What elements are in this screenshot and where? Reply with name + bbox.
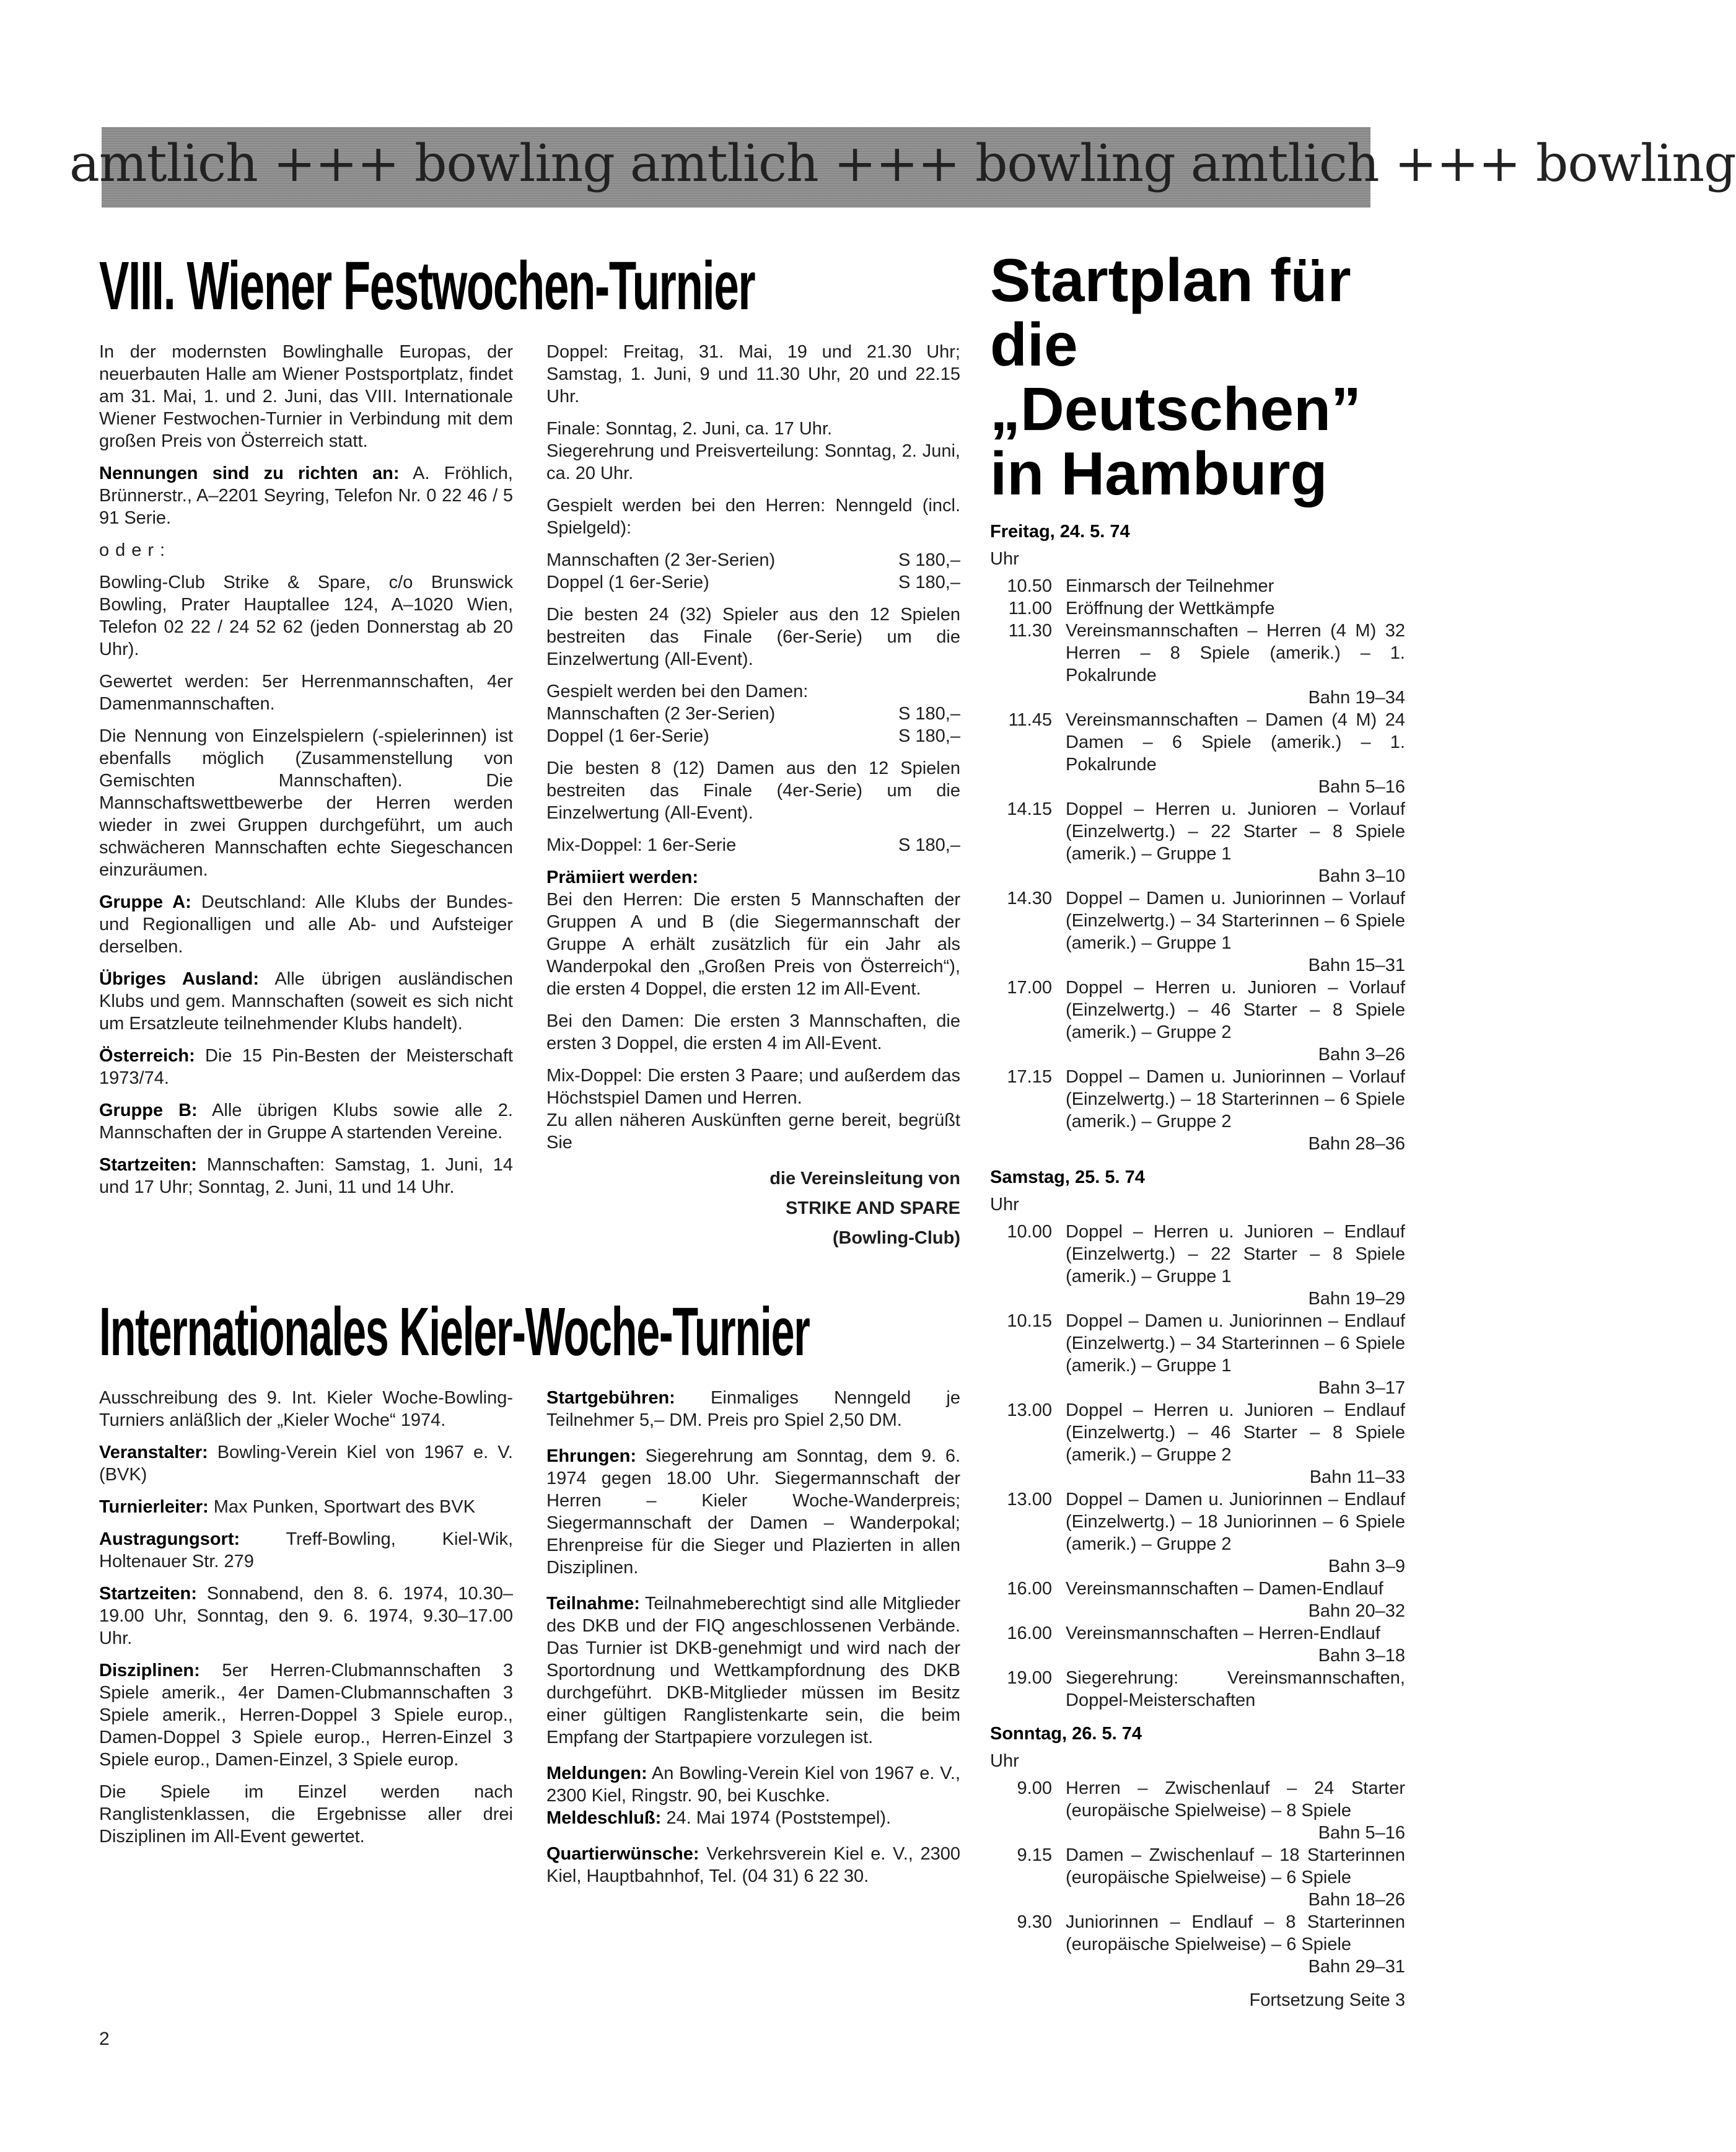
entry-time: 16.00 (1007, 1623, 1052, 1643)
kieler-einzel: Die Spiele im Einzel werden nach Ranglistenklassen, die Ergebnisse aller drei Disziplinen im All-Event gewertet. (99, 1782, 513, 1847)
gebuehren-label: Startgebühren: (546, 1388, 675, 1408)
wiener-startzeiten (99, 1154, 513, 1198)
schedule-entry (990, 1578, 1405, 1622)
wiener-column-2 (546, 341, 960, 1257)
ausland-label: Übriges Ausland: (99, 969, 259, 989)
entry-lanes: Bahn 3–18 (1318, 1646, 1405, 1666)
entry-time: 13.00 (1007, 1400, 1052, 1420)
schedule-entry (990, 1399, 1405, 1488)
entry-time: 17.15 (1007, 1067, 1052, 1087)
entry-description-wrap (1066, 1399, 1405, 1488)
fee-price: S 180,– (898, 573, 960, 592)
entry-lanes: Bahn 5–16 (1318, 1823, 1405, 1843)
schedule-entry (990, 798, 1405, 887)
entry-description: Doppel – Damen u. Juniorinnen – Endlauf (Einzelwertg.) – 34 Starterinnen – 6 Spiele (amerik.) – Gruppe 1 (1066, 1311, 1405, 1376)
entry-time: 16.00 (1007, 1579, 1052, 1599)
entry-description: Siegerehrung: Vereinsmannschaften, Doppel-Meisterschaften (1066, 1668, 1405, 1710)
kieler-quartier (546, 1843, 960, 1887)
entry-description: Juniorinnen – Endlauf – 8 Starterinnen (europäische Spielweise) – 6 Spiele (1066, 1912, 1405, 1954)
uhr-label: Uhr (990, 1751, 1019, 1771)
gruppe-b-label: Gruppe B: (99, 1100, 198, 1120)
kieler-meldeschluss (546, 1807, 960, 1829)
entry-description: Doppel – Herren u. Junioren – Endlauf (Einzelwertg.) – 46 Starter – 8 Spiele (amerik.) – Gruppe 2 (1066, 1400, 1405, 1465)
wiener-headline: VIII. Wiener Festwochen-Turnier (99, 248, 755, 324)
headline-line: in Hamburg (990, 439, 1328, 507)
mix-fee (546, 834, 960, 856)
fee-label: Mannschaften (2 3er-Serien) (546, 704, 776, 724)
kieler-intro: Ausschreibung des 9. Int. Kieler Woche-Bowling-Turniers anläßlich der „Kieler Woche“ 1974. (99, 1388, 513, 1430)
headline-line: „Deutschen” (990, 375, 1362, 443)
fee-label: Mix-Doppel: 1 6er-Serie (546, 835, 737, 855)
schedule-entry (990, 1667, 1405, 1711)
nennungen-text: A. Fröhlich, Brünnerstr., A–2201 Seyring, Telefon Nr. 0 22 46 / 5 91 Serie. (99, 463, 513, 528)
right-area (990, 248, 1411, 2011)
ausland-text: Alle übrigen ausländischen Klubs und gem. Mannschaften (soweit es sich nicht um Ersatzleute teilnehmender Klubs handelt). (99, 969, 513, 1034)
headline-line: Startplan für (990, 246, 1351, 314)
entry-description: Doppel – Damen u. Juniorinnen – Vorlauf (Einzelwertg.) – 34 Starterinnen – 6 Spiele (amerik.) – Gruppe 1 (1066, 889, 1405, 953)
entry-description: Damen – Zwischenlauf – 18 Starterinnen (europäische Spielweise) – 6 Spiele (1066, 1845, 1405, 1887)
entry-lanes: Bahn 11–33 (1309, 1467, 1405, 1487)
schedule-entry (990, 1488, 1405, 1578)
meldungen-text: An Bowling-Verein Kiel von 1967 e. V., 2300 Kiel, Ringstr. 90, bei Kuschke. (546, 1763, 960, 1806)
startzeiten-label: Startzeiten: (99, 1584, 197, 1604)
entry-time: 17.00 (1007, 978, 1052, 998)
entry-description: Doppel – Herren u. Junioren – Vorlauf (Einzelwertg.) – 46 Starter – 8 Spiele (amerik.) – Gruppe 2 (1066, 978, 1405, 1042)
kieler-meldungen (546, 1762, 960, 1807)
entry-description-wrap (1066, 1844, 1405, 1911)
entry-description-wrap (1066, 798, 1405, 887)
wiener-oder: oder: (99, 540, 172, 560)
schedule-entry (990, 709, 1405, 798)
entry-description-wrap (1066, 1667, 1405, 1711)
entry-time: 11.00 (1008, 599, 1052, 618)
entry-time: 9.00 (1017, 1778, 1052, 1798)
entry-lanes: Bahn 5–16 (1318, 777, 1405, 797)
gruppe-a-label: Gruppe A: (99, 892, 191, 912)
veranstalter-label: Veranstalter: (99, 1443, 208, 1462)
entry-description: Vereinsmannschaften – Herren-Endlauf (1066, 1623, 1380, 1643)
schedule-entry (990, 887, 1405, 977)
praemiert-heading (546, 866, 960, 889)
fee-price: S 180,– (898, 550, 960, 570)
day-title: Sonntag, 26. 5. 74 (990, 1724, 1142, 1744)
schedule-entry (990, 1622, 1405, 1667)
schedule-entry (990, 620, 1405, 709)
gruppe-a-text: Deutschland: Alle Klubs der Bundes- und Regionalligen und alle Ab- und Aufsteiger derselben. (99, 892, 513, 957)
entry-description: Doppel – Herren u. Junioren – Endlauf (Einzelwertg.) – 22 Starter – 8 Spiele (amerik.) – Gruppe 1 (1066, 1222, 1405, 1286)
entry-description-wrap (1066, 709, 1405, 798)
banner-text: amtlich +++ bowling amtlich +++ bowling amtlich +++ bowling (69, 134, 1736, 193)
teilnahme-text: Teilnahmeberechtigt sind alle Mitglieder des DKB und der FIQ angeschlossenen Verbände. Das Turnier ist DKB-genehmigt und wird nach der Sportordnung und Wettkampfordnung des DKB durchgeführt. DKB-Mitglieder müssen im Besitz einer gültigen Ranglistenkarte sein, die beim Empfang der Startpapiere vorzulegen ist. (546, 1594, 960, 1747)
entry-description-wrap (1066, 575, 1405, 597)
headline-line: die (990, 310, 1078, 379)
wiener-column-1 (99, 341, 513, 1208)
ort-text: Treff-Bowling, Kiel-Wik, Holtenauer Str. 279 (99, 1529, 513, 1571)
entry-lanes: Bahn 18–26 (1308, 1890, 1405, 1910)
meldeschluss-text: 24. Mai 1974 (Poststempel). (661, 1808, 892, 1828)
wiener-ausland (99, 968, 513, 1035)
fee-label: Doppel (1 6er-Serie) (546, 573, 709, 592)
kieler-ehrungen (546, 1445, 960, 1579)
schedule-entry (990, 1066, 1405, 1155)
kieler-veranstalter (99, 1441, 513, 1486)
entry-description-wrap (1066, 887, 1405, 977)
wiener-gruppe-a (99, 891, 513, 958)
fee-row (546, 549, 960, 571)
entry-description-wrap (1066, 1310, 1405, 1399)
veranstalter-text: Bowling-Verein Kiel von 1967 e. V. (BVK) (99, 1443, 513, 1485)
nennungen-label: Nennungen sind zu richten an: (99, 463, 400, 483)
entry-description: Doppel – Damen u. Juniorinnen – Endlauf (Einzelwertg.) – 18 Juniorinnen – 6 Spiele (amerik.) – Gruppe 2 (1066, 1490, 1405, 1554)
schedule-entry (990, 575, 1405, 597)
page-number: 2 (99, 2029, 110, 2049)
signature-line-3: (Bowling-Club) (832, 1228, 960, 1248)
schedule-entry (990, 597, 1405, 620)
schedule-entry (990, 1221, 1405, 1310)
turnierleiter-text: Max Punken, Sportwart des BVK (208, 1497, 476, 1517)
uhr-label: Uhr (990, 549, 1019, 569)
wiener-section (99, 248, 960, 1257)
startzeiten-text: Mannschaften: Samstag, 1. Juni, 14 und 17 Uhr; Sonntag, 2. Juni, 11 und 14 Uhr. (99, 1155, 513, 1197)
disziplinen-text: 5er Herren-Clubmannschaften 3 Spiele amerik., 4er Damen-Clubmannschaften 3 Spiele amerik., Herren-Doppel 3 Spiele europ., Damen-Doppel 3 Spiele europ., Herren-Einzel 3 Spiele europ., Damen-Einzel, 3 Spiele europ. (99, 1661, 513, 1770)
fee-price: S 180,– (898, 726, 960, 746)
wiener-herren-finale: Die besten 24 (32) Spieler aus den 12 Spielen bestreiten das Finale (6er-Serie) um die Einzelwertung (All-Event). (546, 605, 960, 669)
day-title: Samstag, 25. 5. 74 (990, 1167, 1145, 1187)
oesterreich-label: Österreich: (99, 1046, 195, 1066)
kieler-columns (99, 1387, 960, 1897)
entry-lanes: Bahn 19–34 (1308, 688, 1405, 708)
header-banner (69, 127, 1736, 208)
entry-description-wrap (1066, 1488, 1405, 1578)
wiener-nennungen (99, 462, 513, 529)
fee-row (546, 703, 960, 725)
disziplinen-label: Disziplinen: (99, 1661, 200, 1680)
kieler-headline-wrap (99, 1294, 960, 1373)
entry-time: 11.45 (1008, 710, 1052, 730)
entry-description-wrap (1066, 1578, 1405, 1622)
quartier-text: Verkehrsverein Kiel e. V., 2300 Kiel, Hauptbahnhof, Tel. (04 31) 6 22 30. (546, 1844, 960, 1886)
entry-description-wrap (1066, 597, 1405, 620)
startplan-headline (990, 248, 1411, 506)
entry-description: Herren – Zwischenlauf – 24 Starter (europäische Spielweise) – 8 Spiele (1066, 1778, 1405, 1820)
kieler-turnierleiter (99, 1496, 513, 1518)
entry-time: 9.15 (1017, 1845, 1052, 1865)
ort-label: Austragungsort: (99, 1529, 240, 1549)
wiener-einzel: Die Nennung von Einzelspielern (-spielerinnen) ist ebenfalls möglich (Zusammenstellung von Gemischten Mannschaften). Die Mannschaftswettbewerbe der Herren werden wieder in zwei Gruppen durchgeführt, um auch schwächeren Mannschaften echte Siegeschancen einzuräumen. (99, 726, 513, 880)
entry-description: Vereinsmannschaften – Damen (4 M) 24 Damen – 6 Spiele (amerik.) – 1. Pokalrunde (1066, 710, 1405, 775)
damen-fees (546, 703, 960, 747)
schedule-entry (990, 977, 1405, 1066)
fee-label: Mannschaften (2 3er-Serien) (546, 550, 776, 570)
kieler-column-2 (546, 1387, 960, 1897)
entry-description: Vereinsmannschaften – Herren (4 M) 32 Herren – 8 Spiele (amerik.) – 1. Pokalrunde (1066, 621, 1405, 685)
entry-description: Vereinsmannschaften – Damen-Endlauf (1066, 1579, 1383, 1599)
wiener-herren-intro: Gespielt werden bei den Herren: Nenngeld (incl. Spielgeld): (546, 496, 960, 538)
entry-lanes: Bahn 3–26 (1318, 1045, 1405, 1065)
entry-description-wrap (1066, 1622, 1405, 1667)
signature-line-1: die Vereinsleitung von (769, 1169, 960, 1188)
entry-time: 10.00 (1007, 1222, 1052, 1242)
kieler-headline: Internationales Kieler-Woche-Turnier (99, 1294, 810, 1370)
entry-lanes: Bahn 19–29 (1308, 1289, 1405, 1309)
entry-description: Eröffnung der Wettkämpfe (1066, 599, 1275, 618)
entry-lanes: Bahn 3–17 (1318, 1378, 1405, 1398)
entry-time: 13.00 (1007, 1490, 1052, 1509)
schedule-entry (990, 1844, 1405, 1911)
ehrungen-text: Siegerehrung am Sonntag, dem 9. 6. 1974 gegen 18.00 Uhr. Siegermannschaft der Herren – Kieler Woche-Wanderpreis; Siegermannschaft der Damen – Wanderpokal; Ehrenpreise für die Sieger und Plazierten in allen Disziplinen. (546, 1446, 960, 1578)
kieler-teilnahme (546, 1592, 960, 1749)
kieler-disziplinen (99, 1659, 513, 1771)
wiener-damen-intro: Gespielt werden bei den Damen: (546, 682, 809, 701)
entry-time: 10.15 (1007, 1311, 1052, 1331)
entry-time: 10.50 (1007, 576, 1052, 596)
uhr-label: Uhr (990, 1195, 1019, 1214)
entry-lanes: Bahn 20–32 (1308, 1601, 1405, 1621)
wiener-damen-finale: Die besten 8 (12) Damen aus den 12 Spielen bestreiten das Finale (4er-Serie) um die Einzelwertung (All-Event). (546, 758, 960, 823)
teilnahme-label: Teilnahme: (546, 1594, 640, 1614)
entry-description-wrap (1066, 1221, 1405, 1310)
praemiert-herren: Bei den Herren: Die ersten 5 Mannschaften der Gruppen A und B (die Siegermannschaft der Gruppe A erhält zusätzlich für ein Jahr als Wanderpokal den „Großen Preis von Österreich“), die ersten 4 Doppel, die ersten 12 im All-Event. (546, 890, 960, 999)
day-title: Freitag, 24. 5. 74 (990, 522, 1130, 542)
schedule-entry (990, 1911, 1405, 1978)
wiener-oesterreich (99, 1045, 513, 1089)
entry-description: Einmarsch der Teilnehmer (1066, 576, 1274, 596)
entry-description: Doppel – Herren u. Junioren – Vorlauf (Einzelwertg.) – 22 Starter – 8 Spiele (amerik.) – Gruppe 1 (1066, 799, 1405, 864)
wiener-gruppe-b (99, 1099, 513, 1144)
praemiert-mix: Mix-Doppel: Die ersten 3 Paare; und außerdem das Höchstspiel Damen und Herren. (546, 1066, 960, 1108)
schedule-entry (990, 1310, 1405, 1399)
entry-lanes: Bahn 15–31 (1308, 955, 1405, 975)
wiener-intro: In der modernsten Bowlinghalle Europas, der neuerbauten Halle am Wiener Postsportplatz, findet am 31. Mai, 1. und 2. Juni, das VIII. Internationale Wiener Festwochen-Turnier in Verbindung mit dem großen Preis von Österreich statt. (99, 342, 513, 451)
kieler-column-1 (99, 1387, 513, 1858)
entry-description-wrap (1066, 620, 1405, 709)
schedule-day (990, 520, 1405, 1155)
fee-price: S 180,– (898, 835, 960, 855)
kieler-section (99, 1294, 960, 1897)
gruppe-b-text: Alle übrigen Klubs sowie alle 2. Mannschaften der in Gruppe A startenden Vereine. (99, 1100, 513, 1143)
wiener-doppel: Doppel: Freitag, 31. Mai, 19 und 21.30 Uhr; Samstag, 1. Juni, 9 und 11.30 Uhr, 20 und 22.15 Uhr. (546, 342, 960, 406)
entry-description-wrap (1066, 1777, 1405, 1844)
herren-fees (546, 549, 960, 594)
turnierleiter-label: Turnierleiter: (99, 1497, 209, 1517)
entry-lanes: Bahn 29–31 (1308, 1957, 1405, 1977)
kieler-ort (99, 1528, 513, 1573)
entry-time: 14.30 (1007, 889, 1052, 908)
auskunft: Zu allen näheren Auskünften gerne bereit, begrüßt Sie (546, 1110, 960, 1153)
kieler-gebuehren (546, 1387, 960, 1431)
fee-price: S 180,– (898, 704, 960, 724)
entry-time: 14.15 (1007, 799, 1052, 819)
entry-lanes: Bahn 3–10 (1318, 866, 1405, 886)
startplan-schedule (990, 520, 1405, 2011)
wiener-gewertet: Gewertet werden: 5er Herrenmannschaften, 4er Damenmannschaften. (99, 672, 513, 714)
oesterreich-text: Die 15 Pin-Besten der Meisterschaft 1973/74. (99, 1046, 513, 1088)
praemiert-damen: Bei den Damen: Die ersten 3 Mannschaften, die ersten 3 Doppel, die ersten 4 im All-Event. (546, 1011, 960, 1053)
schedule-day (990, 1723, 1405, 1978)
meldungen-label: Meldungen: (546, 1763, 647, 1783)
signature-line-2: STRIKE AND SPARE (786, 1198, 960, 1218)
wiener-siegerehrung: Siegerehrung und Preisverteilung: Sonntag, 2. Juni, ca. 20 Uhr. (546, 441, 960, 483)
schedule-day (990, 1166, 1405, 1711)
ehrungen-label: Ehrungen: (546, 1446, 636, 1466)
entry-description-wrap (1066, 1911, 1405, 1978)
meldeschluss-label: Meldeschluß: (546, 1808, 662, 1828)
schedule-entry (990, 1777, 1405, 1844)
wiener-club: Bowling-Club Strike & Spare, c/o Brunswick Bowling, Prater Hauptallee 124, A–1020 Wien, Telefon 02 22 / 24 52 62 (jeden Donnerstag ab 20 Uhr). (99, 573, 513, 659)
fee-row (546, 571, 960, 594)
fee-row (546, 725, 960, 747)
startzeiten-text: Sonnabend, den 8. 6. 1974, 10.30–19.00 Uhr, Sonntag, den 9. 6. 1974, 9.30–17.00 Uhr. (99, 1584, 513, 1648)
wiener-columns (99, 341, 960, 1257)
praemiert-label: Prämiiert werden: (546, 867, 698, 887)
entry-description-wrap (1066, 977, 1405, 1066)
wiener-headline-wrap (99, 248, 960, 327)
entry-time: 11.30 (1008, 621, 1052, 641)
left-area (99, 248, 960, 1897)
quartier-label: Quartierwünsche: (546, 1844, 699, 1864)
entry-description-wrap (1066, 1066, 1405, 1155)
startzeiten-label: Startzeiten: (99, 1155, 197, 1175)
entry-lanes: Bahn 3–9 (1328, 1557, 1405, 1576)
gebuehren-text: Einmaliges Nenngeld je Teilnehmer 5,– DM. Preis pro Spiel 2,50 DM. (546, 1388, 960, 1430)
continuation-note: Fortsetzung Seite 3 (1249, 1990, 1405, 2010)
wiener-finale: Finale: Sonntag, 2. Juni, ca. 17 Uhr. (546, 419, 833, 439)
kieler-startzeiten (99, 1583, 513, 1649)
fee-label: Doppel (1 6er-Serie) (546, 726, 709, 746)
entry-description: Doppel – Damen u. Juniorinnen – Vorlauf (Einzelwertg.) – 18 Starterinnen – 6 Spiele (amerik.) – Gruppe 2 (1066, 1067, 1405, 1131)
entry-time: 9.30 (1017, 1912, 1052, 1932)
entry-time: 19.00 (1007, 1668, 1052, 1688)
entry-lanes: Bahn 28–36 (1308, 1134, 1405, 1154)
